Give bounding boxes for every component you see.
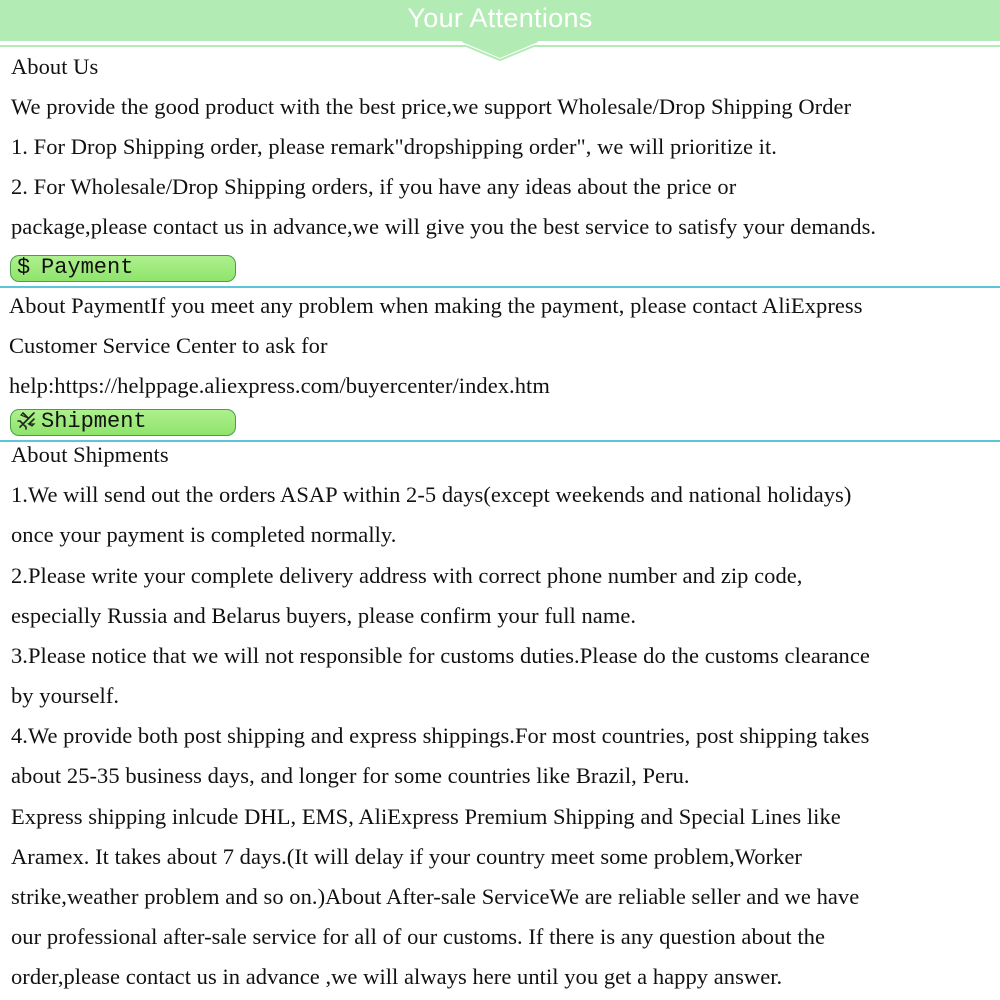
shipment-line: Aramex. It takes about 7 days.(It will delay if your country meet some problem,Worker xyxy=(11,844,802,869)
about-us-line: We provide the good product with the best price,we support Wholesale/Drop Shipping Order xyxy=(11,94,852,119)
shipment-line: our professional after-sale service for all of our customs. If there is any question about the xyxy=(11,924,825,949)
banner-title: Your Attentions xyxy=(407,3,593,33)
shipment-line: 3.Please notice that we will not responsible for customs duties.Please do the customs clearance xyxy=(11,643,870,668)
payment-line: help:https://helppage.aliexpress.com/buyercenter/index.htm xyxy=(9,373,550,398)
shipment-line: order,please contact us in advance ,we will always here until you get a happy answer. xyxy=(11,964,783,989)
about-us-line: 1. For Drop Shipping order, please remark"dropshipping order", we will prioritize it. xyxy=(11,134,777,159)
payment-line: Customer Service Center to ask for xyxy=(9,333,328,358)
about-us-line: 2. For Wholesale/Drop Shipping orders, if you have any ideas about the price or xyxy=(11,174,737,199)
payment-tab-label: Payment xyxy=(41,255,134,280)
shipment-line: Express shipping inlcude DHL, EMS, AliExpress Premium Shipping and Special Lines like xyxy=(11,804,841,829)
shipment-tab xyxy=(10,409,236,436)
payment-tab xyxy=(10,255,236,282)
dollar-icon: $ xyxy=(17,255,31,280)
about-us-heading: About Us xyxy=(11,54,99,79)
shipment-line: especially Russia and Belarus buyers, please confirm your full name. xyxy=(11,603,637,628)
airplane-icon xyxy=(17,410,41,434)
shipment-tab-label: Shipment xyxy=(41,409,147,434)
shipment-line: strike,weather problem and so on.)About After-sale ServiceWe are reliable seller and we have xyxy=(11,884,860,909)
attentions-banner xyxy=(0,0,1000,62)
shipment-line: once your payment is completed normally. xyxy=(11,522,397,547)
shipment-line: 1.We will send out the orders ASAP within 2-5 days(except weekends and national holidays) xyxy=(11,482,852,507)
payment-line: About PaymentIf you meet any problem when making the payment, please contact AliExpress xyxy=(9,293,863,318)
section-divider xyxy=(0,286,1000,288)
about-us-line: package,please contact us in advance,we will give you the best service to satisfy your demands. xyxy=(11,214,877,239)
shipment-line: 4.We provide both post shipping and express shippings.For most countries, post shipping takes xyxy=(11,723,870,748)
shipment-line: by yourself. xyxy=(11,683,120,708)
shipment-line: 2.Please write your complete delivery address with correct phone number and zip code, xyxy=(11,563,803,588)
shipment-line: about 25-35 business days, and longer for some countries like Brazil, Peru. xyxy=(11,763,690,788)
shipment-heading: About Shipments xyxy=(11,442,169,467)
